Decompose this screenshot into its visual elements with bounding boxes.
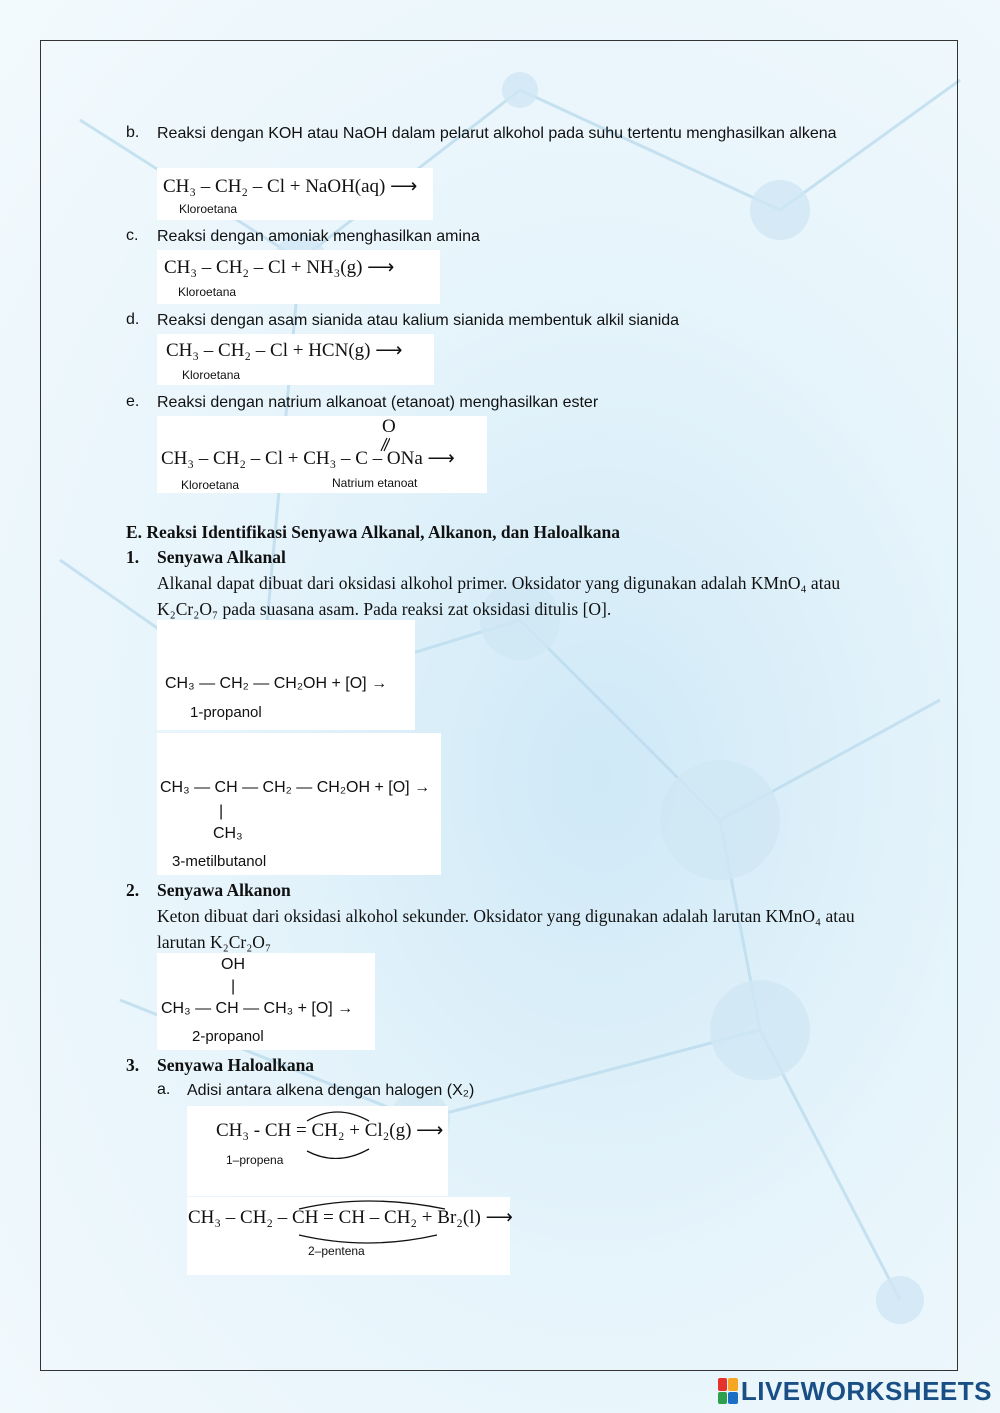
sub2-paragraph: Keton dibuat dari oksidasi alkohol sekunder. Oksidator yang digunakan adalah larutan KMnO₄ atau larutan K₂Cr₂O₇ (157, 906, 855, 952)
haloalkana-equation-1-box (187, 1106, 448, 1196)
sub3-item-a-text: Adisi antara alkena dengan halogen (X₂) (187, 1082, 475, 1099)
haloalkana-equation-2: CH₃ – CH₂ – CH = CH – CH₂ + Br₂(l) ⟶ (188, 1207, 513, 1228)
equation-box-d (157, 334, 434, 385)
item-text-e: Reaksi dengan natrium alkanoat (etanoat) menghasilkan ester (157, 394, 599, 411)
equation-box-b (157, 168, 433, 220)
equation-label-d: Kloroetana (182, 368, 241, 382)
equation-c: CH₃ – CH₂ – Cl + NH₃(g) ⟶ (164, 257, 395, 278)
item-text-d: Reaksi dengan asam sianida atau kalium sianida membentuk alkil sianida (157, 312, 680, 329)
item-letter-c: c. (126, 227, 139, 244)
item-letter-b: b. (126, 124, 140, 141)
alkanal-equation-1-label: 1-propanol (190, 704, 262, 721)
equation-label-c: Kloroetana (178, 285, 237, 299)
sub1-number: 1. (126, 547, 140, 567)
alkanal-equation-1: CH₃ — CH₂ — CH₂OH + [O] → (165, 675, 388, 692)
alkanal-equation-2-bar: | (219, 803, 224, 820)
sub2-title: Senyawa Alkanon (157, 880, 291, 900)
logo-text: LIVEWORKSHEETS (740, 1375, 992, 1406)
equation-label-b: Kloroetana (179, 202, 238, 216)
alkanal-equation-1-box (157, 620, 415, 730)
equation-e: CH₃ – CH₂ – Cl + CH₃ – C – ONa ⟶ (161, 448, 455, 469)
alkanon-equation-label: 2-propanol (192, 1028, 264, 1045)
equation-box-e (157, 416, 487, 493)
alkanon-equation-box (157, 953, 375, 1050)
alkanal-equation-2: CH₃ — CH — CH₂ — CH₂OH + [O] → (160, 779, 431, 796)
alkanon-equation-bar: | (231, 978, 236, 995)
section-heading: E. Reaksi Identifikasi Senyawa Alkanal, Alkanon, dan Haloalkana (126, 522, 621, 542)
sub2-number: 2. (126, 880, 140, 900)
alkanon-equation: CH₃ — CH — CH₃ + [O] → (161, 1000, 354, 1017)
alkanal-equation-2-box (157, 733, 441, 875)
equation-b: CH₃ – CH₂ – Cl + NaOH(aq) ⟶ (163, 176, 418, 197)
item-text-c: Reaksi dengan amoniak menghasilkan amina (157, 228, 480, 245)
liveworksheets-logo[interactable] (718, 1374, 992, 1408)
alkanal-equation-2-label: 3-metilbutanol (172, 853, 267, 870)
equation-label-e2: Natrium etanoat (332, 476, 418, 490)
equation-e-oxygen: O (382, 416, 396, 437)
sub1-paragraph: Alkanal dapat dibuat dari oksidasi alkohol primer. Oksidator yang digunakan adalah KMnO₄ atau K₂Cr₂O₇ pada suasana asam. Pada reaksi zat oksidasi ditulis [O]. (157, 573, 841, 619)
sub3-title: Senyawa Haloalkana (157, 1055, 315, 1075)
sub3-item-a-letter: a. (157, 1081, 171, 1098)
haloalkana-equation-2-label: 2–pentena (308, 1244, 365, 1258)
item-letter-e: e. (126, 393, 140, 410)
equation-label-e1: Kloroetana (181, 478, 240, 492)
haloalkana-equation-2-box (187, 1197, 513, 1275)
item-letter-d: d. (126, 311, 140, 328)
item-text-b: Reaksi dengan KOH atau NaOH dalam pelarut alkohol pada suhu tertentu menghasilkan alkena (157, 125, 837, 142)
sub1-title: Senyawa Alkanal (157, 547, 286, 567)
equation-d: CH₃ – CH₂ – Cl + HCN(g) ⟶ (166, 340, 403, 361)
logo-badge-icon (718, 1378, 738, 1404)
haloalkana-equation-1-label: 1–propena (226, 1153, 284, 1167)
alkanal-equation-2-branch: CH₃ (213, 825, 243, 842)
haloalkana-equation-1: CH₃ - CH = CH₂ + Cl₂(g) ⟶ (216, 1120, 444, 1141)
equation-box-c (157, 250, 440, 304)
sub3-number: 3. (126, 1055, 140, 1075)
alkanon-equation-oh: OH (221, 956, 245, 973)
